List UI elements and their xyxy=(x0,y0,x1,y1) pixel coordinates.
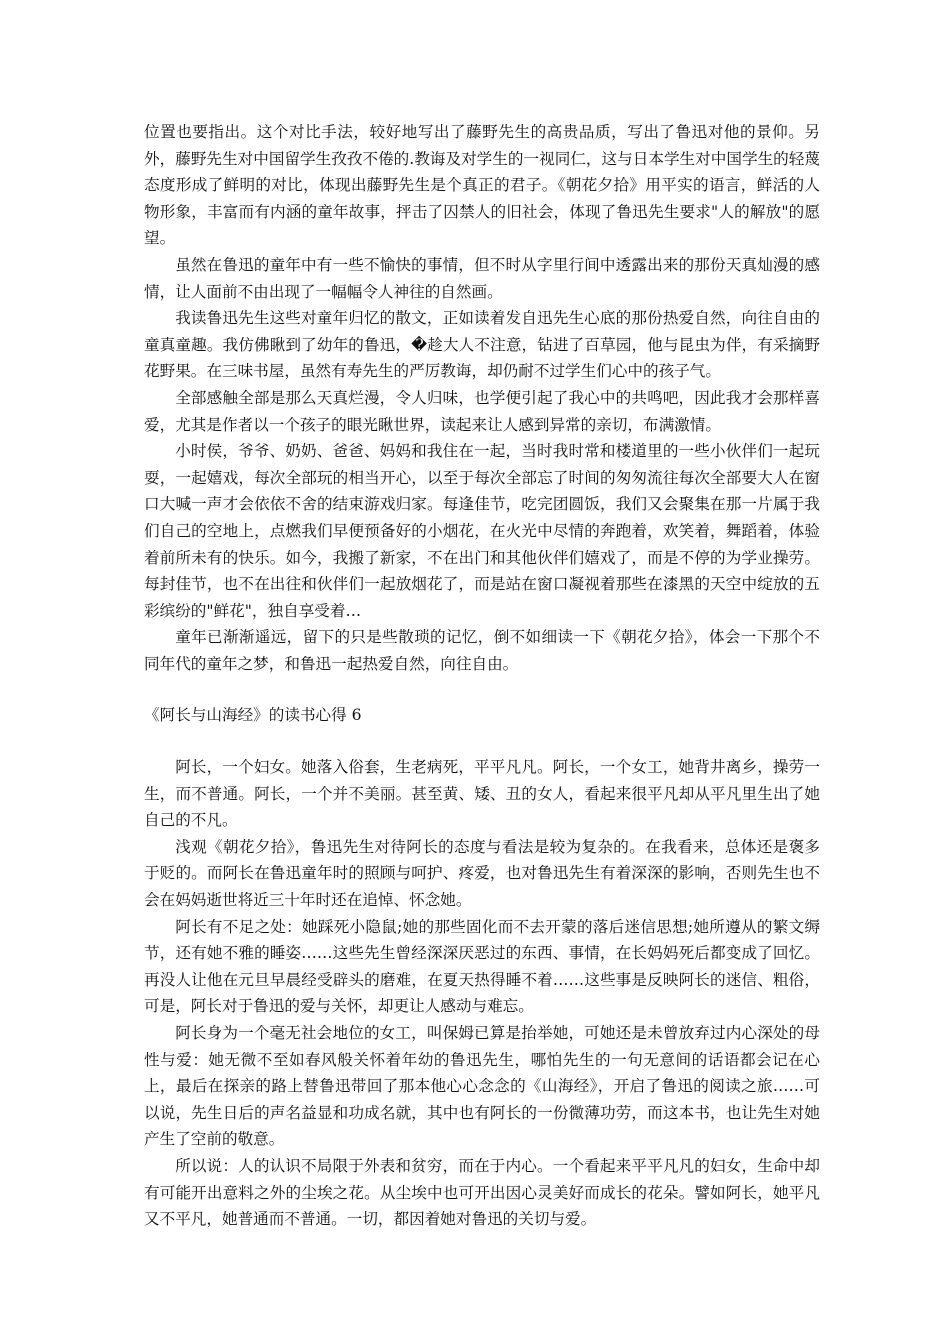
paragraph: 全部感触全部是那么天真烂漫，令人归味，也学便引起了我心中的共鸣吧，因此我才会那样喜爱，尤其是作者以一个孩子的眼光瞅世界，读起来让人感到异常的亲切，布满激情。 xyxy=(144,388,820,434)
section-heading: 《阿长与山海经》的读书心得 6 xyxy=(144,706,362,725)
paragraph: 我读鲁迅先生这些对童年归忆的散文，正如读着发自迅先生心底的那份热爱自然，向往自由的童真童趣。我仿佛瞅到了幼年的鲁迅，�趁大人不注意，钻进了百草园，他与昆虫为伴，有采摘野花野果。在三味书屋，虽然有寿先生的严厉教诲，却仍耐不过学生们心中的孩子气。 xyxy=(144,309,820,381)
paragraph: 所以说：人的认识不局限于外表和贫穷，而在于内心。一个看起来平平凡凡的妇女，生命中却有可能开出意料之外的尘埃之花。从尘埃中也可开出因心灵美好而成长的花朵。譬如阿长，她平凡又不平凡，她普通而不普通。一切，都因着她对鲁迅的关切与爱。 xyxy=(144,1156,820,1229)
paragraph: 童年已渐渐遥远，留下的只是些散琐的记忆，倒不如细读一下《朝花夕拾》，体会一下那个不同年代的童年之梦，和鲁迅一起热爱自然，向往自由。 xyxy=(144,628,820,673)
paragraph: 虽然在鲁迅的童年中有一些不愉快的事情，但不时从字里行间中透露出来的那份天真灿漫的感情，让人面前不由出现了一幅幅令人神往的自然画。 xyxy=(144,255,820,301)
paragraph: 小时侯，爷爷、奶奶、爸爸、妈妈和我住在一起，当时我时常和楼道里的一些小伙伴们一起玩耍，一起嬉戏，每次全部玩的相当开心，以至于每次全部忘了时间的匆匆流往每次全部要大人在窗口大喊一声才会依依不舍的结束游戏归家。每逢佳节，吃完团圆饭，我们又会聚集在那一片属于我们自己的空地上，点燃我们早便预备好的小烟花，在火光中尽情的奔跑着，欢笑着，舞蹈着，体验着前所未有的快乐。如今，我搬了新家，不在出门和其他伙伴们嬉戏了，而是不停的为学业操劳。每封佳节，也不在出往和伙伴们一起放烟花了，而是站在窗口凝视着那些在漆黑的天空中绽放的五彩缤纷的"鲜花"，独自享受着… xyxy=(144,442,820,620)
paragraph: 阿长身为一个毫无社会地位的女工，叫保姆已算是抬举她，可她还是未曾放弃过内心深处的母性与爱：她无微不至如春风般关怀着年幼的鲁迅先生，哪怕先生的一句无意间的话语都会记在心上，最后在探亲的路上替鲁迅带回了那本他心心念念的《山海经》，开启了鲁迅的阅读之旅……可以说，先生日后的声名益显和功成名就，其中也有阿长的一份微薄功劳，而这本书，也让先生对她产生了空前的敬意。 xyxy=(144,1024,820,1149)
paragraph: 阿长，一个妇女。她落入俗套，生老病死，平平凡凡。阿长，一个女工，她背井离乡，操劳一生，而不普通。阿长，一个并不美丽。甚至黄、矮、丑的女人，看起来很平凡却从平凡里生出了她自己的不凡。 xyxy=(144,758,820,830)
paragraph: 阿长有不足之处：她踩死小隐鼠;她的那些固化而不去开蒙的落后迷信思想;她所遵从的繁文缛节，还有她不雅的睡姿……这些先生曾经深深厌恶过的东西、事情，在长妈妈死后都变成了回忆。再没人让他在元旦早晨经受辟头的磨难，在夏天热得睡不着……这些事是反映阿长的迷信、粗俗，可是，阿长对于鲁迅的爱与关怀，却更让人感动与难忘。 xyxy=(144,917,820,1016)
paragraph: 位置也要指出。这个对比手法，较好地写出了藤野先生的高贵品质，写出了鲁迅对他的景仰。另外，藤野先生对中国留学生孜孜不倦的.教诲及对学生的一视同仁，这与日本学生对中国学生的轻蔑态度形成了鲜明的对比，体现出藤野先生是个真正的君子。《朝花夕拾》用平实的语言，鲜活的人物形象，丰富而有内涵的童年故事，抨击了囚禁人的旧社会，体现了鲁迅先生要求"人的解放"的愿望。 xyxy=(144,123,820,248)
document-page xyxy=(144,119,820,1233)
paragraph: 浅观《朝花夕拾》，鲁迅先生对待阿长的态度与看法是较为复杂的。在我看来，总体还是褒多于贬的。而阿长在鲁迅童年时的照顾与呵护、疼爱，也对鲁迅先生有着深深的影响，否则先生也不会在妈妈逝世将近三十年时还在追悼、怀念她。 xyxy=(144,837,820,910)
